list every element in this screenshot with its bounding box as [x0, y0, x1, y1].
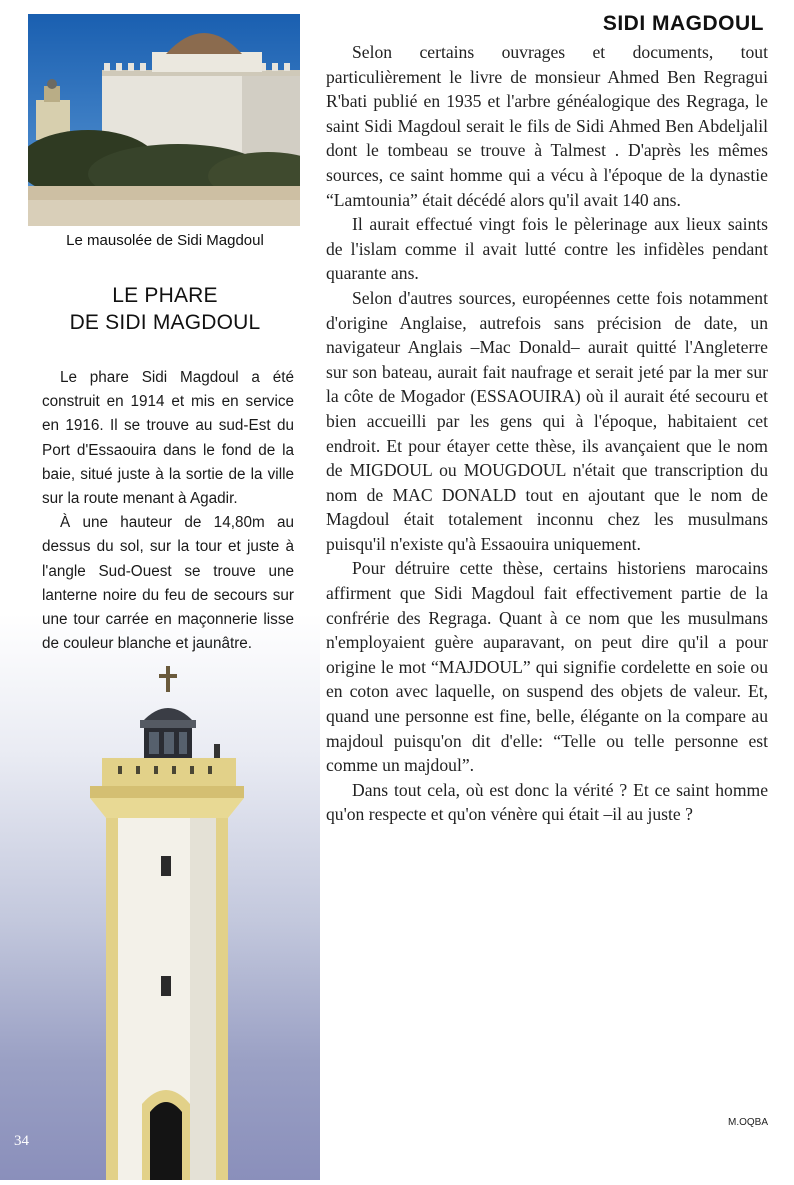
photo-caption: Le mausolée de Sidi Magdoul	[66, 232, 264, 249]
page-number: 34	[14, 1133, 29, 1149]
sidebar-title-line1: LE PHARE	[112, 284, 218, 307]
lighthouse-photo	[60, 660, 280, 1180]
article-paragraph: Il aurait effectué vingt fois le pèlerinage aux lieux saints de l'islam comme il avait lutté contre les infidèles pendant quarante ans.	[326, 214, 768, 284]
author-credit: M.OQBA	[727, 1117, 768, 1128]
mausoleum-photo	[28, 14, 300, 226]
article-paragraph: Selon d'autres sources, européennes cette fois notamment d'origine Anglaise, autrefois sans précision de date, un navigateur Anglais –Mac Donald– aurait quitté l'Angleterre sur son bateau, aurait fait naufrage et serait jeté par la mer sur la côte de Mogador (ESSAOUIRA) où il aurait été secouru et bien accueilli par les gens qui à l'époque, habitaient cet endroit. Et pour étayer cette thèse, ils avançaient que le nom de MIGDOUL ou MOUGDOUL n'était que transcription du nom de MAC DONALD tout en ajoutant que le nom de Magdoul était totalement inconnu chez les musulmans puisqu'il n'existe qu'à Essaouira uniquement.	[326, 287, 768, 554]
sidebar-title	[20, 282, 310, 336]
article-paragraph: Selon certains ouvrages et documents, tout particulièrement le livre de monsieur Ahmed Ben Regragui R'bati publié en 1935 et l'arbre généalogique des Regraga, le saint Sidi Magdoul serait le fils de Sidi Ahmed Ben Abdeljalil dont le tombeau se trouve à Talmest . D'après les mêmes sources, ce saint homme qui a vécu à l'époque de la dynastie “Lamtounia” était décédé alors qu'il avait 140 ans.	[326, 42, 768, 210]
sidebar-text	[42, 366, 294, 656]
sidebar-title-line2: DE SIDI MAGDOUL	[69, 311, 261, 334]
sidebar-paragraph: Le phare Sidi Magdoul a été construit en 1914 et mis en service en 1916. Il se trouve au sud-Est du Port d'Essaouira dans le fond de la baie, situé juste à la sortie de la ville sur la route menant à Agadir.	[42, 369, 294, 508]
article-paragraph: Dans tout cela, où est donc la vérité ? Et ce saint homme qu'on respecte et qu'on vénère qui était –il au juste ?	[326, 779, 768, 825]
article-body	[326, 40, 768, 827]
article-title: SIDI MAGDOUL	[602, 12, 764, 35]
sidebar-paragraph: À une hauteur de 14,80m au dessus du sol, sur la tour et juste à l'angle Sud-Ouest se trouve une lanterne noire du feu de secours sur une tour carrée en maçonnerie lisse de couleur blanche et jaunâtre.	[42, 514, 294, 653]
article-paragraph: Pour détruire cette thèse, certains historiens marocains affirment que Sidi Magdoul fait effectivement partie de la confrérie des Regraga. Quant à ce nom que les musulmans n'employaient guère auparavant, on peut dire qu'il a pour origine le mot “MAJDOUL” qui signifie cordelette en soie ou en coton avec laquelle, on suspend des objets de valeur. Et, quand une personne est fine, belle, élégante on la compare au majdoul puisqu'on dit d'elle: “Telle ou telle personne est comme un majdoul”.	[326, 558, 768, 776]
